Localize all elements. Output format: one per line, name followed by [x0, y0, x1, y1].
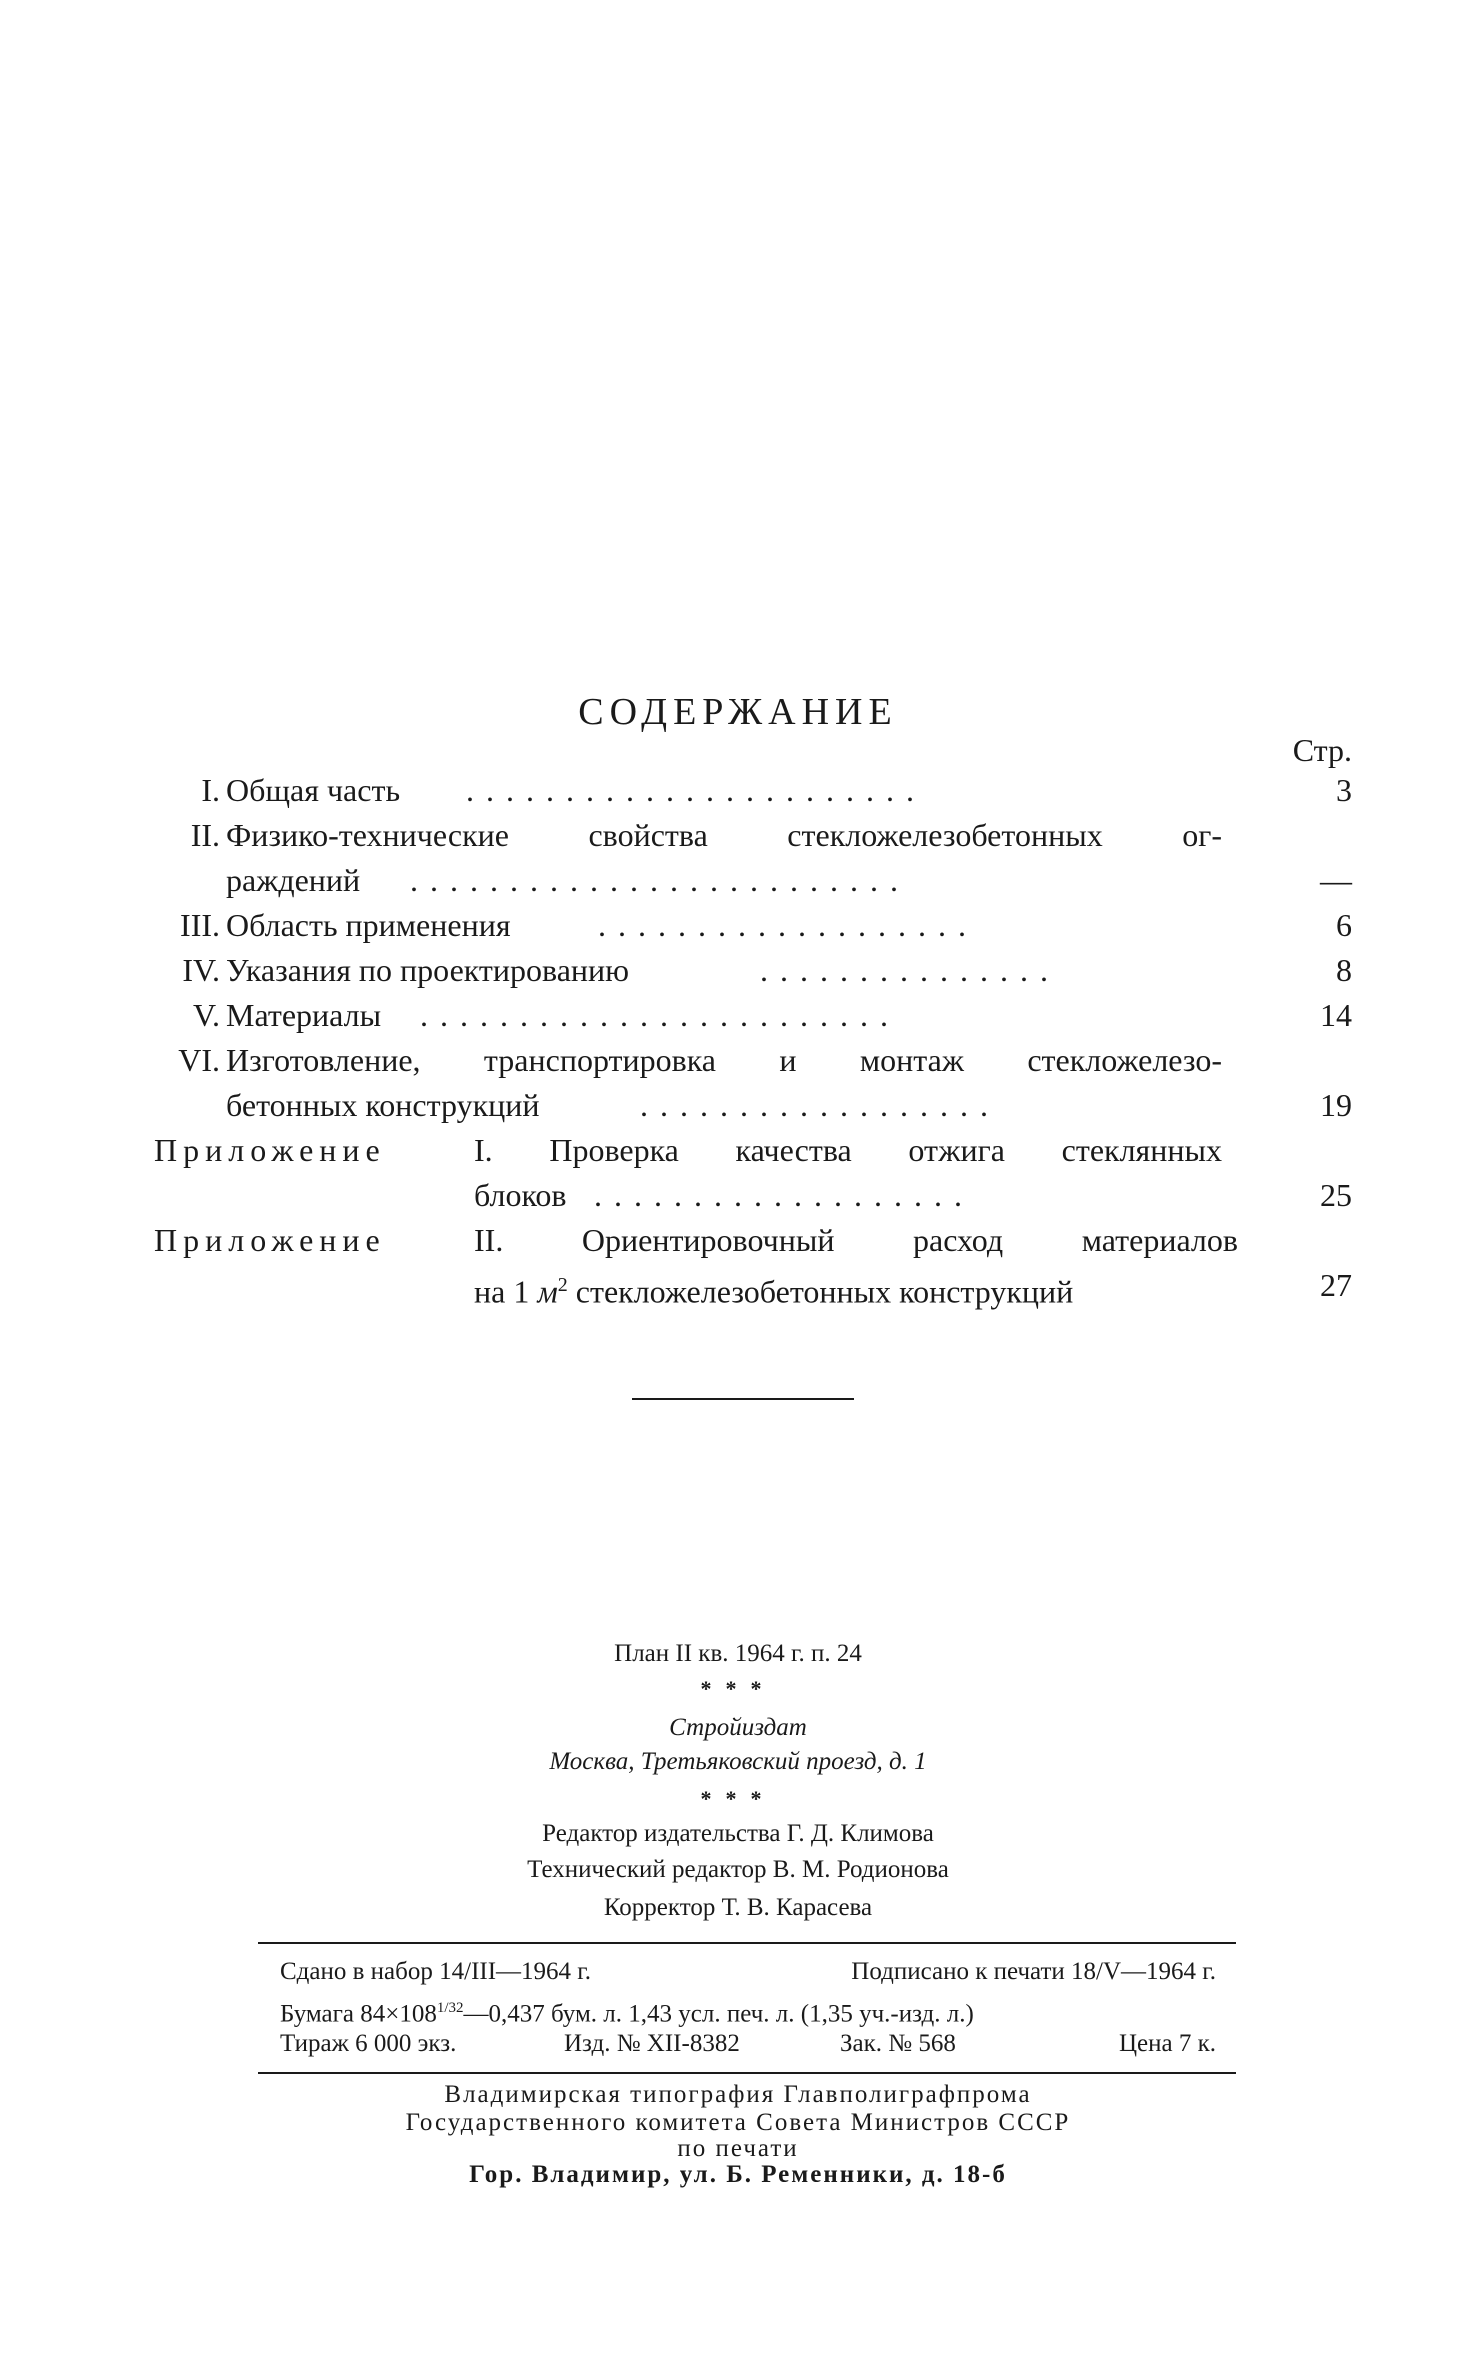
toc-entry-page: 27 — [1320, 1267, 1352, 1303]
toc-entry-number: I. — [201, 772, 220, 808]
printer-address: Гор. Владимир, ул. Б. Ременники, д. 18-б — [469, 2161, 1007, 2188]
toc-entry-number: III. — [180, 907, 220, 943]
toc-appendix-entry[interactable] — [0, 1128, 1476, 1172]
toc-entry-continuation — [0, 858, 1476, 902]
toc-entry[interactable] — [0, 1038, 1476, 1082]
toc-entry-page: 19 — [1320, 1087, 1352, 1123]
toc-entry-title: Указания по проектированию — [226, 952, 630, 988]
printer-line-1: Владимирская типография Главполиграфпрома — [444, 2081, 1032, 2108]
editor-line: Редактор издательства Г. Д. Климова — [542, 1820, 934, 1847]
toc-entry[interactable] — [0, 993, 1476, 1037]
printer-line-3: по печати — [677, 2135, 799, 2162]
toc-leader-dots: .................. — [640, 1087, 1000, 1123]
publisher-name: Стройиздат — [669, 1714, 807, 1741]
separator-stars: *** — [700, 1676, 776, 1701]
paper-format: Бумага $84\times 108^{1/32}—0,437$ бум. л. 1,43 усл. печ. л. (1,35 уч.-изд. л.) — [280, 2000, 974, 2028]
toc-entry-number: V. — [193, 997, 220, 1033]
toc-entry-title: Физико-технические свойства стекложелезобетонных ог- — [226, 817, 1222, 853]
toc-entry-title-cont: блоков — [474, 1177, 567, 1213]
publication-number: Изд. № XII-8382 — [564, 2030, 740, 2057]
toc-appendix-entry[interactable] — [0, 1218, 1476, 1262]
toc-entry-title: I. Проверка качества отжига стеклянных — [474, 1132, 1222, 1168]
toc-appendix-prefix: Приложение — [154, 1132, 386, 1168]
toc-entry[interactable] — [0, 903, 1476, 947]
toc-entry-number: II. — [190, 817, 220, 853]
order-number: Зак. № 568 — [840, 2030, 956, 2057]
toc-entry-number: IV. — [182, 952, 220, 988]
toc-entry-continuation — [0, 1263, 1476, 1310]
toc-entry-number: VI. — [178, 1042, 220, 1078]
toc-leader-dots: ................... — [598, 907, 978, 943]
toc-leader-dots: ................... — [594, 1177, 974, 1213]
toc-entry-title: Общая часть — [226, 772, 401, 808]
rule-top — [258, 1942, 1236, 1944]
toc-entry-page: — — [1320, 862, 1352, 898]
section-divider — [632, 1398, 854, 1400]
toc-entry-page: 6 — [1336, 907, 1352, 943]
toc-entry-page: 25 — [1320, 1177, 1352, 1213]
toc-entry-page: 8 — [1336, 952, 1352, 988]
signed-date: Подписано к печати 18/V—1964 г. — [851, 1958, 1216, 1985]
toc-entry[interactable] — [0, 768, 1476, 812]
toc-leader-dots: ......................... — [410, 862, 910, 898]
print-run: Тираж 6 000 экз. — [280, 2030, 457, 2057]
toc-leader-dots: ............... — [760, 952, 1060, 988]
toc-leader-dots: ........................ — [420, 997, 900, 1033]
page-column-header: Стр. — [1292, 732, 1352, 768]
toc-entry-title: Изготовление, транспортировка и монтаж стекложелезо- — [226, 1042, 1222, 1078]
toc-appendix-prefix: Приложение — [154, 1222, 386, 1258]
toc-entry-title-cont: раждений — [226, 862, 361, 898]
plan-line: План II кв. 1964 г. п. 24 — [614, 1640, 862, 1667]
separator-stars: *** — [700, 1786, 776, 1811]
toc-entry-continuation — [0, 1083, 1476, 1127]
toc-entry[interactable] — [0, 948, 1476, 992]
toc-entry-continuation — [0, 1173, 1476, 1217]
toc-entry-page: 3 — [1336, 772, 1352, 808]
toc-title: СОДЕРЖАНИЕ — [578, 691, 898, 733]
toc-entry-title: Материалы — [226, 997, 382, 1033]
toc-entry-title: Область применения — [226, 907, 511, 943]
toc-entry[interactable] — [0, 813, 1476, 857]
toc-entry-title: II. Ориентировочный расход материалов — [474, 1222, 1238, 1258]
corrector-line: Корректор Т. В. Карасева — [603, 1894, 873, 1921]
typeset-date: Сдано в набор 14/III—1964 г. — [280, 1958, 591, 1985]
tech-editor-line: Технический редактор В. М. Родионова — [527, 1856, 949, 1883]
toc-entry-page: 14 — [1320, 997, 1352, 1033]
publisher-address: Москва, Третьяковский проезд, д. 1 — [549, 1748, 927, 1775]
rule-bottom — [258, 2072, 1236, 2074]
toc-entry-title-cont: бетонных конструкций — [226, 1087, 540, 1123]
printer-line-2: Государственного комитета Совета Министров СССР — [405, 2109, 1071, 2136]
toc-entry-title-cont: на 1 $м^2$ стекложелезобетонных конструкций — [474, 1273, 1074, 1310]
toc-leader-dots: ....................... — [466, 772, 926, 808]
price: Цена 7 к. — [1118, 2030, 1216, 2057]
technical-details — [280, 1954, 1216, 2064]
